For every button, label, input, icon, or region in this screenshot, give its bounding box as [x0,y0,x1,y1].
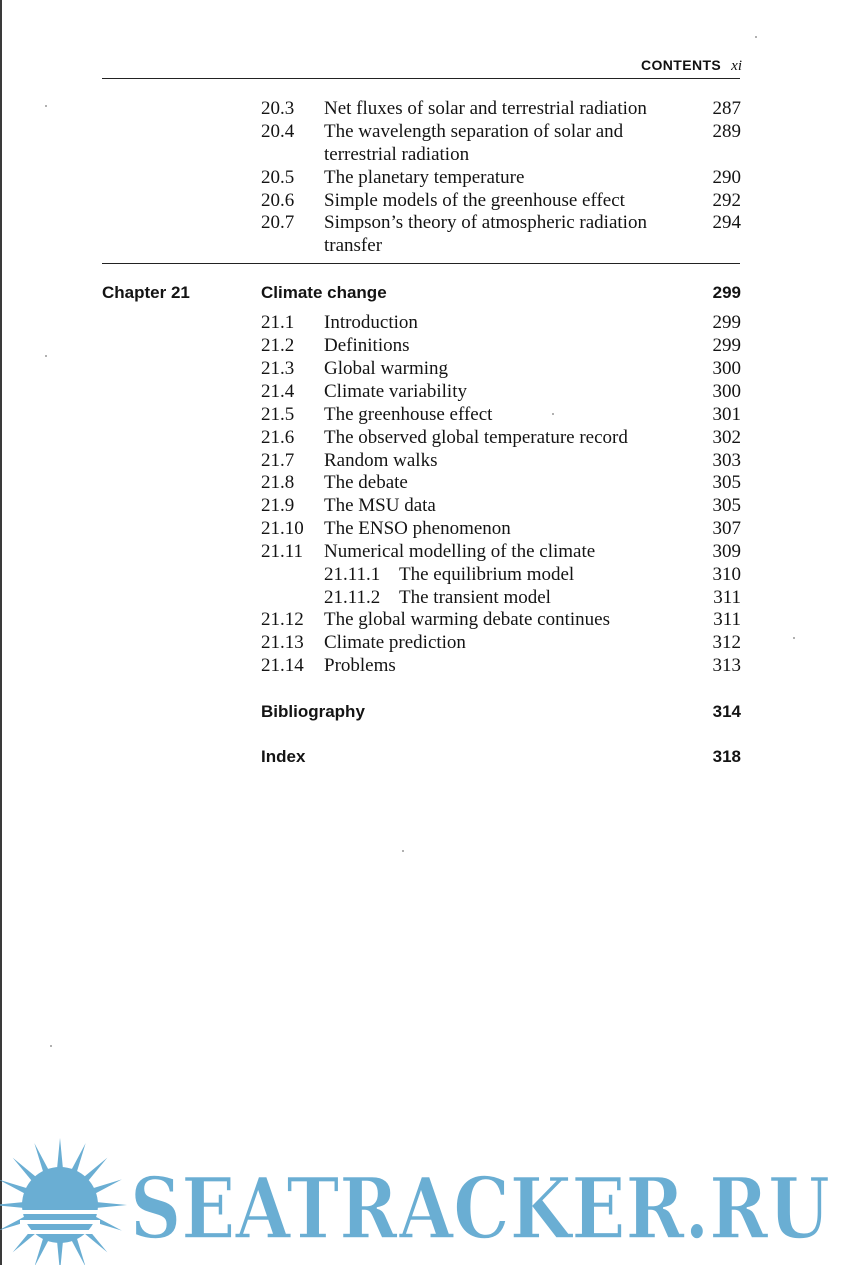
section-title: The greenhouse effect [324,404,493,425]
section-title: Random walks [324,450,438,471]
section-title: Numerical modelling of the climate [324,541,596,562]
toc-entry [0,211,842,234]
scan-speck [755,36,757,38]
toc-entry [0,449,842,472]
scan-speck [793,637,795,639]
toc-entry [0,426,842,449]
section-number: 20.5 [261,167,295,188]
section-number: 20.4 [261,121,295,142]
section-title: Simpson’s theory of atmospheric radiation [324,212,647,233]
running-head [560,57,742,75]
sun-icon [0,1138,127,1265]
toc-entry [0,334,842,357]
section-title: The wavelength separation of solar and [324,121,624,142]
section-title: transfer [324,235,383,256]
page-number: 290 [712,167,741,188]
page-number: 302 [712,427,741,448]
page-number: 305 [712,472,741,493]
toc-entry [0,608,842,631]
index-title: Index [261,747,306,766]
index-entry [0,745,842,768]
page-number: 301 [712,404,741,425]
section-title: Problems [324,655,396,676]
page-number: 289 [712,121,741,142]
scan-speck [45,355,47,357]
page-number: 310 [712,564,741,585]
section-title: The global warming debate continues [324,609,610,630]
section-title: Definitions [324,335,410,356]
watermark-logo [0,1130,842,1265]
section-title: Introduction [324,312,418,333]
subsection-title: The transient model [399,587,551,608]
page-number: 311 [713,587,741,608]
toc-subentry [0,586,842,609]
header-rule [102,78,740,79]
page-number: 299 [712,335,741,356]
watermark-text: SEATRACKER.RU [130,1159,830,1258]
toc-entry [0,517,842,540]
section-title: terrestrial radiation [324,144,470,165]
chapter-heading [0,281,842,304]
bibliography-entry [0,700,842,723]
page-number: 294 [712,212,741,233]
index-page-number: 318 [712,747,741,766]
section-title: Climate variability [324,381,467,402]
section-number: 21.9 [261,495,295,516]
toc-entry [0,471,842,494]
subsection-title: The equilibrium model [399,564,575,585]
section-number: 20.7 [261,212,295,233]
toc-entry [0,403,842,426]
chapter-label: Chapter 21 [102,283,190,302]
section-number: 20.3 [261,98,295,119]
section-number: 21.13 [261,632,304,653]
section-number: 21.5 [261,404,295,425]
chapter-rule [102,263,740,264]
section-number: 21.7 [261,450,295,471]
section-number: 21.8 [261,472,295,493]
page-number: 307 [712,518,741,539]
toc-entry-continuation [0,143,842,166]
toc-entry [0,120,842,143]
page-number: 313 [712,655,741,676]
section-number: 21.14 [261,655,304,676]
scan-speck [45,105,47,107]
section-title: Net fluxes of solar and terrestrial radiation [324,98,647,119]
section-title: Simple models of the greenhouse effect [324,190,625,211]
toc-entry [0,189,842,212]
page-number: 303 [712,450,741,471]
section-number: 21.2 [261,335,295,356]
section-number: 21.10 [261,518,304,539]
section-title: Climate prediction [324,632,466,653]
section-number: 21.4 [261,381,295,402]
page-number: 300 [712,381,741,402]
toc-entry [0,494,842,517]
section-title: The observed global temperature record [324,427,628,448]
toc-entry [0,97,842,120]
section-title: The planetary temperature [324,167,525,188]
running-head-label: CONTENTS [640,57,722,73]
toc-entry [0,631,842,654]
page-number: 287 [712,98,741,119]
chapter-title: Climate change [261,283,387,302]
section-number: 21.11 [261,541,304,562]
page-number: 309 [712,541,741,562]
section-number: 21.12 [261,609,304,630]
toc-entry [0,654,842,677]
sun-wave-stripes [20,1210,100,1234]
chapter-page-number: 299 [712,283,741,302]
page-number: 305 [712,495,741,516]
page-number: 312 [712,632,741,653]
running-head-page-number: xi [731,58,742,74]
section-title: Global warming [324,358,449,379]
page-number: 299 [712,312,741,333]
toc-entry [0,311,842,334]
scan-speck [552,413,554,415]
scan-speck [402,850,404,852]
page-number: 311 [713,609,741,630]
section-number: 21.1 [261,312,295,333]
subsection-number: 21.11.2 [324,587,381,608]
toc-entry [0,540,842,563]
toc-entry [0,166,842,189]
section-title: The debate [324,472,408,493]
section-title: The ENSO phenomenon [324,518,511,539]
bibliography-page-number: 314 [712,702,741,721]
subsection-number: 21.11.1 [324,564,381,585]
section-title: The MSU data [324,495,436,516]
toc-subentry [0,563,842,586]
toc-entry [0,357,842,380]
toc-entry [0,380,842,403]
bibliography-title: Bibliography [261,702,365,721]
section-number: 21.3 [261,358,295,379]
page-number: 300 [712,358,741,379]
toc-entry-continuation [0,234,842,257]
section-number: 20.6 [261,190,295,211]
page-number: 292 [712,190,741,211]
section-number: 21.6 [261,427,295,448]
scan-speck [50,1045,52,1047]
